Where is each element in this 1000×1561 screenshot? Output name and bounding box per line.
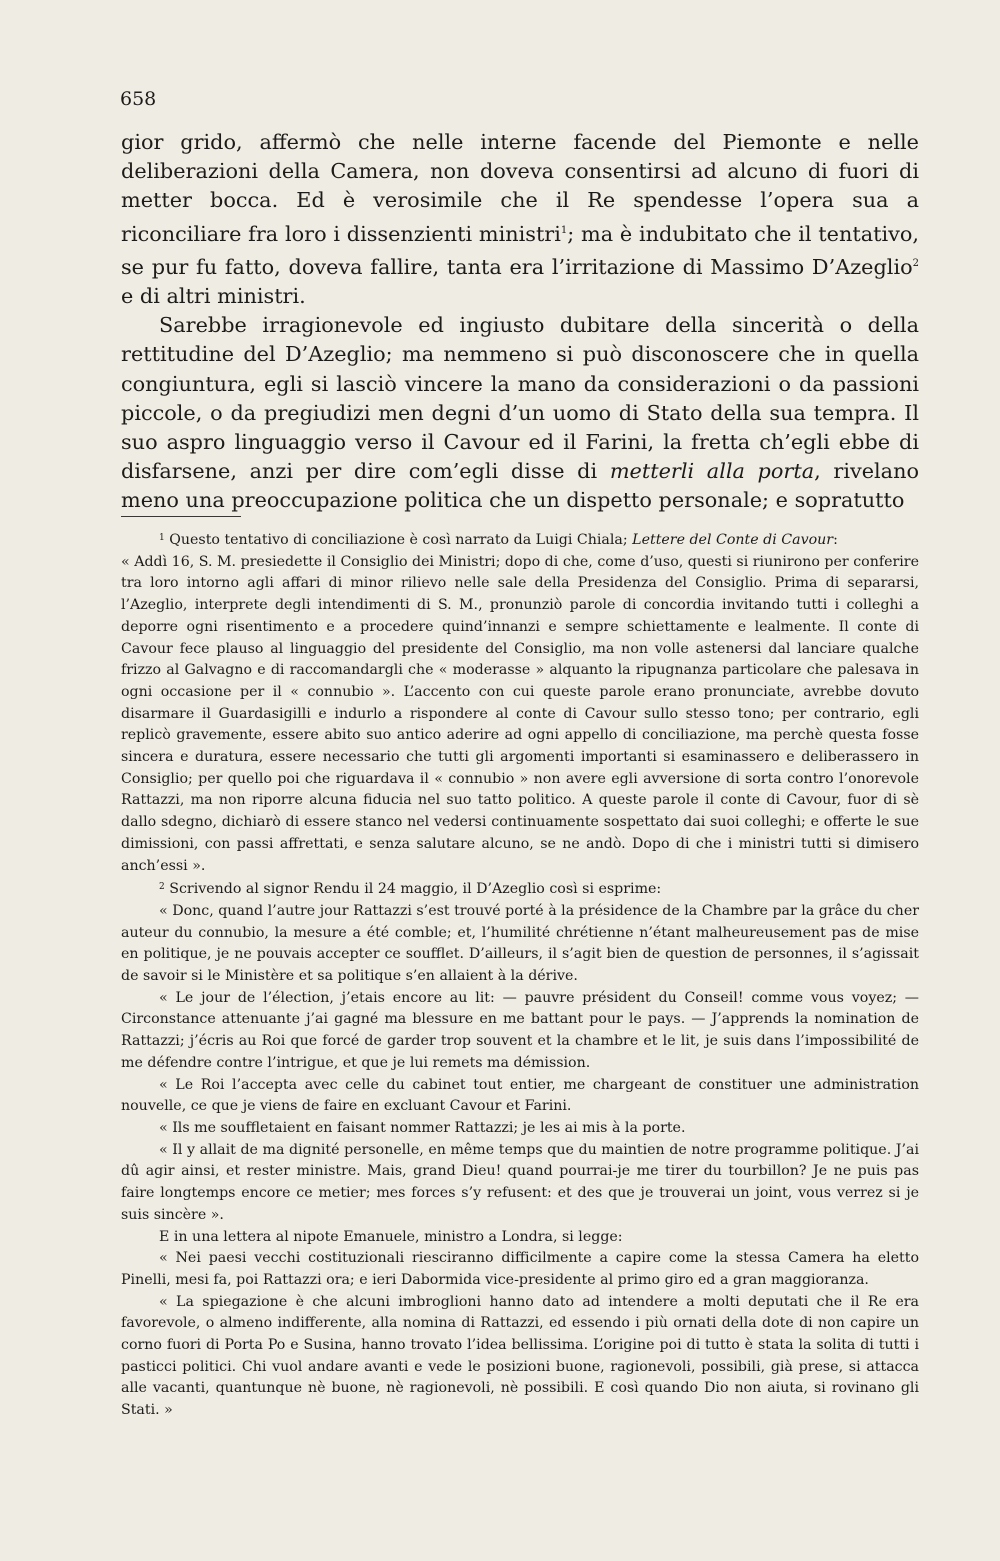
paragraph-1-text-b: ; ma è indubitato che il tentativo, se pur fu fatto, doveva fallire, tanta era l’irritazione di Massimo D’Azeglio <box>121 221 919 279</box>
page-number: 658 <box>120 88 157 110</box>
paragraph-2-italic: metterli alla porta <box>609 459 815 484</box>
footnote-2-text: Scrivendo al signor Rendu il 24 maggio, il D’Azeglio così si esprime: <box>169 881 662 898</box>
footnote-2-letter-intro: E in una lettera al nipote Emanuele, ministro a Londra, si legge: <box>159 1228 623 1245</box>
footnote-1-text-a: Questo tentativo di conciliazione è così narrato da Luigi Chiala; <box>169 532 633 548</box>
footnote-2-quote-6: « Nei paesi vecchi costituzionali riesciranno difficilmente a capire come la stessa Camera ha eletto Pinelli, mesi fa, poi Rattazzi ora; e ieri Dabormida vice-presidente al primo giro ed a gran maggioranza. <box>121 1250 919 1288</box>
footnote-2-quote-7: « La spiegazione è che alcuni imbroglioni hanno dato ad intendere a molti deputati che il Re era favorevole, o almeno indifferente, alla nomina di Rattazzi, ed essendo i più ornati della dote di non capire un corno fuori di Porta Po e Susina, hanno trovato l’idea bellissima. L’origine poi di tutto è stata la solita di tutti i pasticci politici. Chi vuol andare avanti e vede le posizioni buone, ragionevoli, possibili, già prese, si attacca alle vacanti, quantunque nè buone, nè ragionevoli, nè possibili. E così quando Dio non aiuta, si rovinano gli Stati. » <box>121 1293 919 1419</box>
paragraph-1-text-c: e di altri ministri. <box>121 284 306 309</box>
paragraph-2-text-b: , rivelano meno una preoccupazione politica che un dispetto personale; e sopratutto <box>121 459 919 513</box>
footnote-1-mark: 1 <box>159 533 165 543</box>
main-text <box>121 128 919 516</box>
footnote-2-intro <box>121 877 919 901</box>
footnote-2-quote-3: « Le Roi l’accepta avec celle du cabinet tout entier, me chargeant de constituer une administration nouvelle, ce que je viens de faire en excluant Cavour et Farini. <box>121 1076 919 1115</box>
footnote-1-intro <box>121 528 919 552</box>
paragraph-1-text-a: gior grido, affermò che nelle interne facende del Piemonte e nelle deliberazioni della Camera, non doveva consentirsi ad alcuno di fuori di metter bocca. Ed è verosimile che il Re spendesse l’opera sua a riconciliare fra loro i dissenzienti ministri <box>121 130 919 246</box>
footnote-2-quote-1: « Donc, quand l’autre jour Rattazzi s’est trouvé porté à la présidence de la Chambre par la grâce du cher auteur du connubio, la mesure a été comble; et, l’humilité chrétienne n’étant malheureusement pas de mise en politique, je ne pouvais accepter ce soufflet. D’ailleurs, il s’agit bien de question de personnes, il s’agissait de savoir si le Ministère et sa politique s’en allaient à la dérive. <box>121 902 919 985</box>
footnote-1-title: Lettere del Conte di Cavour <box>632 532 834 548</box>
paragraph-2 <box>121 311 919 515</box>
footnote-1-text-b: : <box>833 532 838 548</box>
footnote-1-quote: « Addì 16, S. M. presiedette il Consiglio dei Ministri; dopo di che, come d’uso, questi si riunirono per conferire tra loro intorno agli affari di minor rilievo nelle sale della Presidenza del Consiglio. Prima di separarsi, l’Azeglio, interprete degli intendimenti di S. M., pronunziò parole di concordia invitando tutti i colleghi a deporre ogni risentimento e a procedere quind’innanzi e sempre schiettamente e lealmente. Il conte di Cavour fece plauso al linguaggio del presidente del Consiglio, ma non volle astenersi dal lanciare qualche frizzo al Galvagno e di raccomandargli che « moderasse » alquanto la ripugnanza particolare che palesava in ogni occasione per il « connubio ». L’accento con cui queste parole erano pronunciate, avrebbe dovuto disarmare il Guardasigilli e indurlo a rispondere al conte di Cavour sullo stesso tono; per contrario, egli replicò gravemente, essere abito suo antico aderire ad ogni appello di conciliazione, ma perchè questa fosse sincera e duratura, essere necessario che tutti gli argomenti importanti si esaminassero e deliberassero in Consiglio; per quello poi che riguardava il « connubio » non avere egli avversione di sorta contro l’onorevole Rattazzi, ma non riporre alcuna fiducia nel suo tatto politico. A queste parole il conte di Cavour, fuor di sè dallo sdegno, dichiarò di essere stanco nel vedersi continuamente sospettato dai suoi colleghi; e offerte le sue dimissioni, con passi affrettati, e senza salutare alcuno, se ne andò. Dopo di che i ministri tutti si dimisero anch’essi ». <box>121 553 919 874</box>
footnote-2-quote-2: « Le jour de l’élection, j’etais encore au lit: — pauvre président du Conseil! comme vous voyez; — Circonstance attenuante j’ai gagné ma blessure en me battant pour le pays. — J’apprends la nomination de Rattazzi; j’écris au Roi que forcé de garder trop souvent et la chambre et le lit, je suis dans l’impossibilité de me défendre contre l’intrigue, et que je lui remets ma démission. <box>121 989 919 1071</box>
footnote-separator <box>121 516 241 517</box>
footnotes <box>121 528 919 1422</box>
paragraph-2-text-a: Sarebbe irragionevole ed ingiusto dubitare della sincerità o della rettitudine del D’Azeglio; ma nemmeno si può disconoscere che in quella congiuntura, egli si lasciò vincere la mano da considerazioni o da passioni piccole, o da pregiudizi men degni d’un uomo di Stato della sua tempra. Il suo aspro linguaggio verso il Cavour ed il Farini, la fretta ch’egli ebbe di disfarsene, anzi per dire com’egli disse di <box>121 313 919 484</box>
footnote-2-mark: 2 <box>159 882 165 893</box>
paragraph-1 <box>121 128 919 311</box>
footnote-2-quote-5: « Il y allait de ma dignité personelle, en même temps que du maintien de notre programme politique. J’ai dû agir ainsi, et rester ministre. Mais, grand Dieu! quand pourrai-je me tirer du tourbillon? Je ne puis pas faire longtemps encore ce metier; mes forces s’y refusent: et des que je trouverai un joint, vous verrez si je suis sincère ». <box>121 1141 919 1223</box>
footnote-ref-2: 2 <box>912 257 919 269</box>
footnote-2-quote-4: « Ils me souffletaient en faisant nommer Rattazzi; je les ai mis à la porte. <box>159 1119 686 1136</box>
footnote-ref-1: 1 <box>560 224 568 236</box>
